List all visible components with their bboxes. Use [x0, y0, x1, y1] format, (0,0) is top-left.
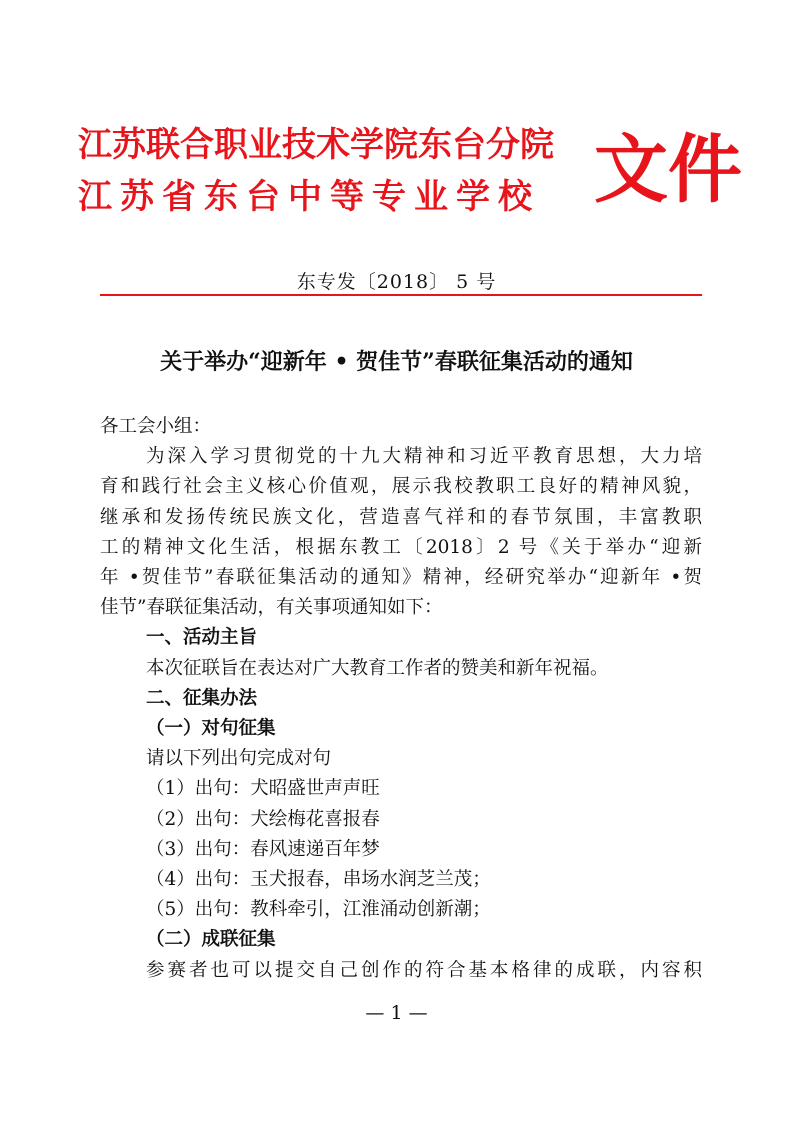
document-type-label: 文件: [594, 127, 742, 213]
couplet-item: （5）出句：教科牵引，江淮涌动创新潮；: [146, 899, 491, 921]
subsection-text: 参赛者也可以提交自己创作的符合基本格律的成联，内容积: [146, 959, 702, 981]
section-heading: 一、活动主旨: [146, 627, 258, 649]
intro-line: 继承和发扬传统民族文化，营造喜气祥和的春节氛围，丰富教职: [100, 506, 702, 528]
intro-line: 佳节”春联征集活动，有关事项通知如下：: [100, 597, 443, 619]
page-number: — 1 —: [365, 1002, 428, 1024]
red-divider-line: [100, 294, 702, 296]
intro-line: 年 •贺佳节”春联征集活动的通知》精神，经研究举办“迎新年 •贺: [100, 567, 702, 589]
salutation: 各工会小组：: [100, 416, 212, 437]
document-title: 关于举办“迎新年 • 贺佳节”春联征集活动的通知: [160, 349, 633, 375]
document-number: 东专发〔2018〕 5 号: [296, 271, 497, 293]
section-text: 本次征联旨在表达对广大教育工作者的赞美和新年祝福。: [146, 657, 609, 679]
couplet-item: （1）出句：犬昭盛世声声旺: [146, 778, 380, 800]
org-name-line1: 江苏联合职业技术学院东台分院: [78, 125, 554, 165]
document-body: [100, 412, 702, 986]
couplet-item: （2）出句：犬绘梅花喜报春: [146, 808, 380, 830]
issuing-organizations: [78, 122, 598, 220]
intro-line: 育和践行社会主义核心价值观，展示我校教职工良好的精神风貌，: [100, 476, 702, 498]
intro-line: 工的精神文化生活，根据东教工〔2018〕2 号《关于举办“迎新: [100, 536, 702, 558]
section-heading: 二、征集办法: [146, 687, 258, 709]
intro-line: 为深入学习贯彻党的十九大精神和习近平教育思想，大力培: [146, 446, 702, 468]
couplet-item: （3）出句：春风速递百年梦: [146, 838, 380, 860]
org-name-line2: 江苏省东台中等专业学校: [78, 177, 540, 217]
subsection-text: 请以下列出句完成对句: [146, 748, 332, 770]
subsection-heading: （一）对句征集: [146, 718, 276, 740]
couplet-item: （4）出句：玉犬报春，串场水润芝兰茂；: [146, 869, 491, 891]
subsection-heading: （二）成联征集: [146, 929, 276, 951]
